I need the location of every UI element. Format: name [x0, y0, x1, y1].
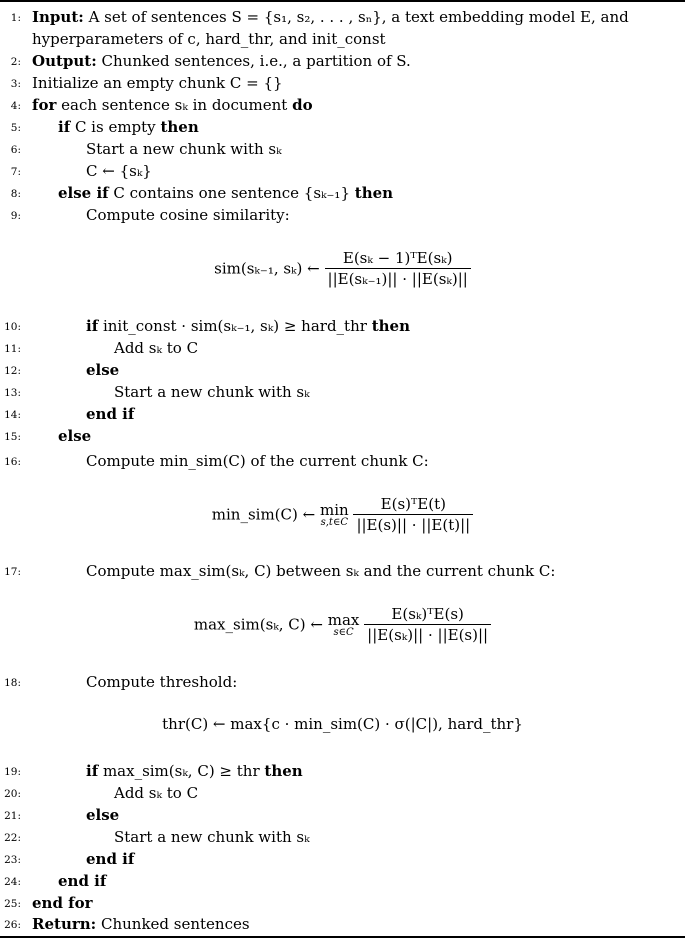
end-if-keyword: end if — [86, 850, 135, 868]
algo-line-13 — [0, 381, 685, 403]
algo-line-24 — [0, 870, 685, 892]
line-number: 9: — [10, 210, 21, 222]
algo-line-2 — [0, 50, 685, 72]
algo-line-12 — [0, 359, 685, 381]
line-number: 12: — [4, 365, 21, 377]
else-keyword: else — [58, 427, 92, 445]
line-number: 22: — [4, 832, 21, 844]
algo-line-5 — [0, 116, 685, 138]
line-number: 7: — [10, 166, 21, 178]
then-keyword: then — [160, 118, 199, 136]
algo-line-19 — [0, 760, 685, 782]
algo-line-10 — [0, 315, 685, 337]
line-number: 16: — [4, 456, 21, 468]
equation-denominator: ||E(sₖ)|| · ||E(s)|| — [364, 624, 491, 645]
then-keyword: then — [371, 317, 410, 335]
return-label: Return: — [32, 915, 97, 933]
end-if-keyword: end if — [86, 405, 135, 423]
algo-line-20 — [0, 782, 685, 804]
end-for-keyword: end for — [32, 894, 93, 912]
line-number: 3: — [10, 78, 21, 90]
else-if-condition: C contains one sentence {sₖ₋₁} — [113, 184, 350, 202]
statement: Compute max_sim(sₖ, C) between sₖ and the current chunk C: — [86, 562, 556, 580]
else-if-keyword: else if — [58, 184, 109, 202]
algo-line-1-cont — [0, 28, 685, 50]
equation-lhs: max_sim(sₖ, C) ← — [193, 615, 323, 634]
bottom-rule — [0, 936, 685, 938]
algo-line-26 — [0, 913, 685, 935]
equation-fraction — [353, 494, 473, 535]
equation-denominator: ||E(s)|| · ||E(t)|| — [353, 514, 473, 535]
line-number: 14: — [4, 409, 21, 421]
algo-line-4 — [0, 94, 685, 116]
algo-line-3 — [0, 72, 685, 94]
line-number: 8: — [10, 188, 21, 200]
statement: Start a new chunk with sₖ — [114, 383, 310, 401]
equation-denominator: ||E(sₖ₋₁)|| · ||E(sₖ)|| — [325, 268, 471, 289]
algo-line-17 — [0, 560, 685, 582]
equation-lhs: sim(sₖ₋₁, sₖ) ← — [214, 259, 320, 278]
statement: C ← {sₖ} — [86, 162, 152, 180]
statement: Compute threshold: — [86, 673, 238, 691]
line-number: 1: — [10, 12, 21, 24]
line-number: 13: — [4, 387, 21, 399]
input-label: Input: — [32, 8, 84, 26]
statement: Compute min_sim(C) of the current chunk C: — [86, 452, 429, 470]
operator-subscript: s,t∈C — [320, 516, 348, 528]
statement: Start a new chunk with sₖ — [86, 140, 282, 158]
equation-fraction — [364, 604, 491, 645]
output-label: Output: — [32, 52, 97, 70]
line-number: 24: — [4, 876, 21, 888]
statement: Start a new chunk with sₖ — [114, 828, 310, 846]
algo-line-9 — [0, 204, 685, 226]
algo-line-11 — [0, 337, 685, 359]
algo-line-22 — [0, 826, 685, 848]
line-number: 25: — [4, 898, 21, 910]
max-operator — [328, 612, 360, 638]
statement: Add sₖ to C — [114, 784, 199, 802]
else-keyword: else — [86, 361, 120, 379]
line-number: 20: — [4, 788, 21, 800]
equation-numerator: E(s)ᵀE(t) — [380, 495, 446, 513]
algo-line-21 — [0, 804, 685, 826]
top-rule — [0, 0, 685, 2]
input-text-cont: hyperparameters of c, hard_thr, and init_const — [32, 30, 386, 48]
algo-line-6 — [0, 138, 685, 160]
equation-numerator: E(sₖ)ᵀE(s) — [391, 605, 464, 623]
cosine-similarity-equation — [0, 248, 685, 289]
then-keyword: then — [354, 184, 394, 202]
for-text: each sentence sₖ in document — [61, 96, 288, 114]
output-text: Chunked sentences, i.e., a partition of S. — [101, 52, 411, 70]
do-keyword: do — [292, 96, 313, 114]
line-number: 26: — [4, 919, 21, 931]
line-number: 4: — [10, 100, 21, 112]
line-number: 19: — [4, 766, 21, 778]
line-number: 18: — [4, 677, 21, 689]
algo-line-23 — [0, 848, 685, 870]
algo-line-14 — [0, 403, 685, 425]
line-number: 5: — [10, 122, 21, 134]
line-number: 2: — [10, 56, 21, 68]
if-keyword: if — [86, 317, 99, 335]
algo-line-1 — [0, 6, 685, 28]
operator-label: max — [327, 610, 360, 629]
init-statement: Initialize an empty chunk C = {} — [32, 74, 283, 92]
algo-line-15 — [0, 425, 685, 447]
if-keyword: if — [58, 118, 71, 136]
return-text: Chunked sentences — [100, 915, 250, 933]
algo-line-8 — [0, 182, 685, 204]
if-keyword: if — [86, 762, 99, 780]
min-sim-equation — [0, 494, 685, 535]
line-number: 15: — [4, 431, 21, 443]
if-condition: max_sim(sₖ, C) ≥ thr — [102, 762, 260, 780]
max-sim-equation — [0, 604, 685, 645]
line-number: 21: — [4, 810, 21, 822]
line-number: 10: — [4, 321, 21, 333]
then-keyword: then — [264, 762, 303, 780]
else-keyword: else — [86, 806, 120, 824]
for-keyword: for — [32, 96, 57, 114]
equation-numerator: E(sₖ − 1)ᵀE(sₖ) — [342, 249, 453, 267]
input-text: A set of sentences S = {s₁, s₂, . . . , sₙ}, a text embedding model E, and — [88, 8, 629, 26]
algo-line-18 — [0, 671, 685, 693]
operator-subscript: s∈C — [333, 626, 354, 638]
line-number: 11: — [4, 343, 21, 355]
if-condition: init_const · sim(sₖ₋₁, sₖ) ≥ hard_thr — [102, 317, 367, 335]
threshold-equation: thr(C) ← max{c · min_sim(C) · σ(|C|), hard_thr} — [162, 715, 523, 733]
algo-line-7 — [0, 160, 685, 182]
operator-label: min — [319, 500, 349, 519]
statement: Add sₖ to C — [114, 339, 199, 357]
line-number: 6: — [10, 144, 21, 156]
line-number: 17: — [4, 566, 21, 578]
equation-lhs: min_sim(C) ← — [211, 505, 316, 524]
algo-line-25 — [0, 892, 685, 914]
equation-fraction — [325, 248, 471, 289]
line-number: 23: — [4, 854, 21, 866]
statement: Compute cosine similarity: — [86, 206, 290, 224]
algo-line-16 — [0, 450, 685, 472]
end-if-keyword: end if — [58, 872, 107, 890]
min-operator — [320, 502, 349, 528]
if-condition: C is empty — [74, 118, 156, 136]
